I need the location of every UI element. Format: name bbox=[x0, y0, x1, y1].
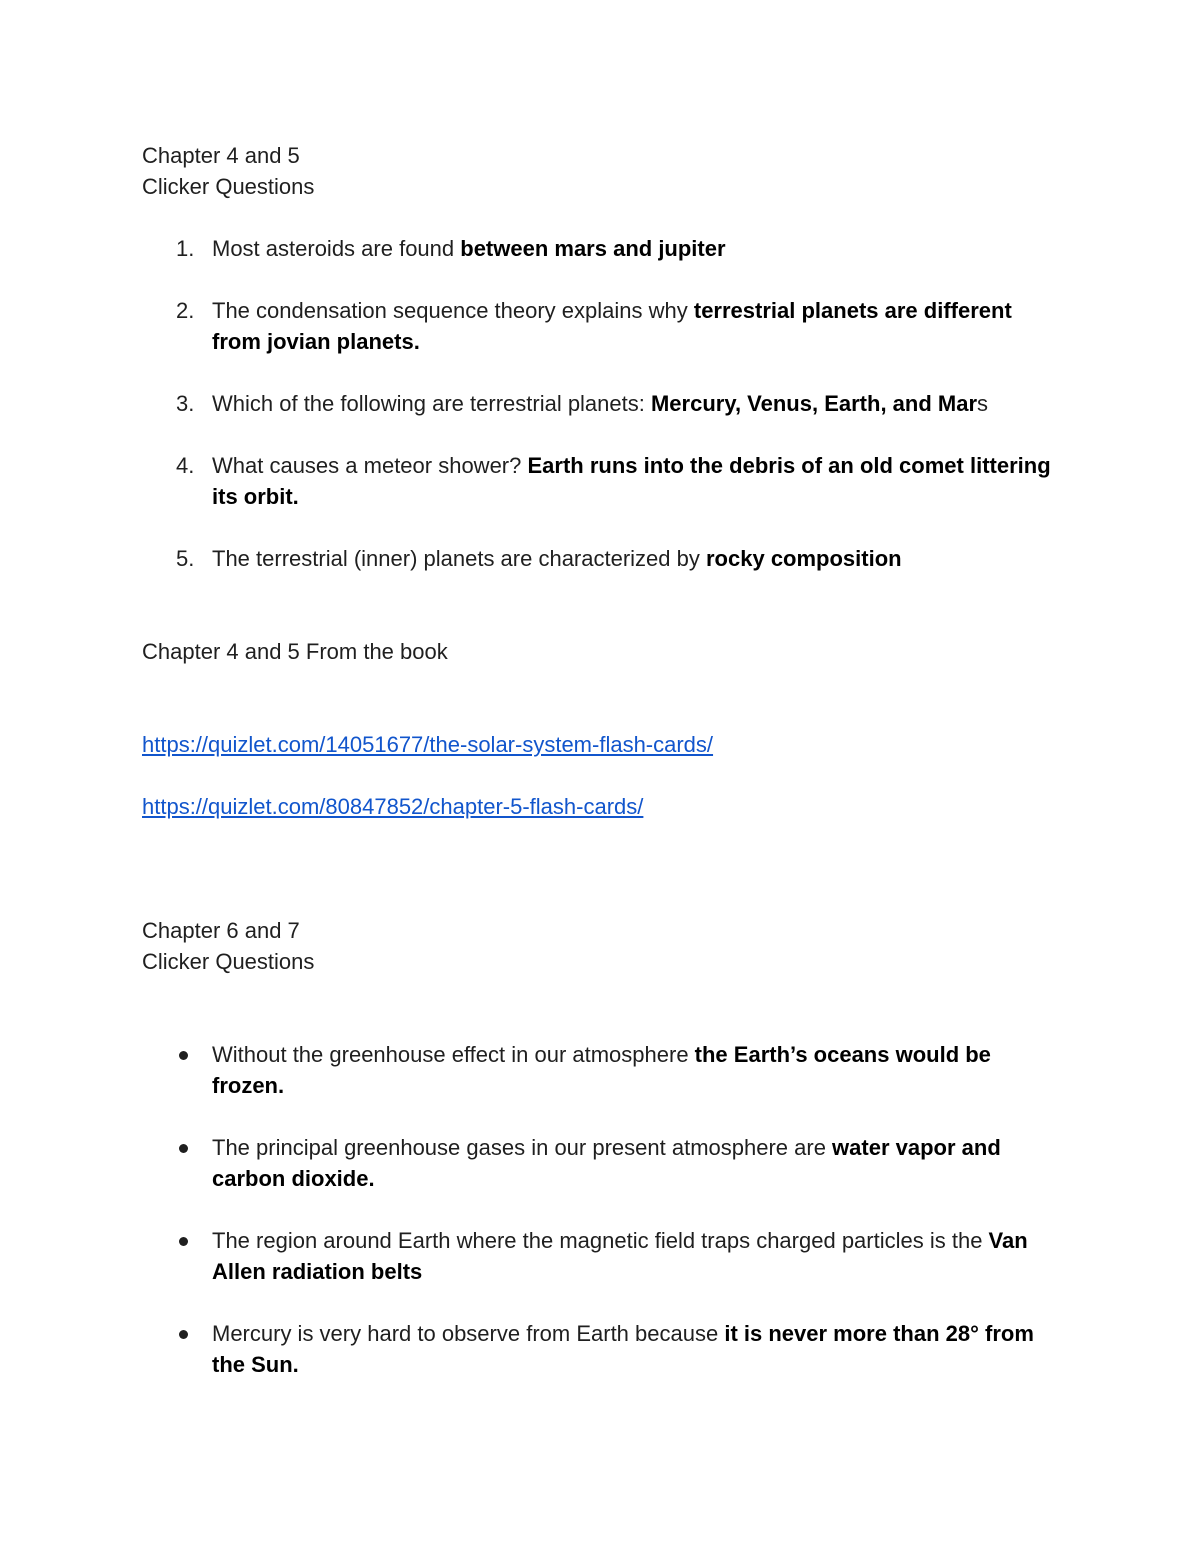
answer-tail: s bbox=[977, 391, 989, 416]
question-text: The region around Earth where the magnetic field traps charged particles is the bbox=[212, 1228, 989, 1253]
question-text: Most asteroids are found bbox=[212, 236, 461, 261]
list-number: 1. bbox=[176, 236, 195, 261]
bullet-icon bbox=[179, 1237, 188, 1246]
clicker-questions-list-1 bbox=[142, 233, 1062, 574]
answer-text: it is never more than 28° from the Sun. bbox=[212, 1321, 1034, 1377]
answer-text: rocky composition bbox=[706, 546, 902, 571]
question-item bbox=[142, 233, 1062, 264]
bullet-item bbox=[142, 1132, 1062, 1194]
question-item bbox=[142, 388, 1062, 419]
bullet-item bbox=[142, 1318, 1062, 1380]
bullet-item bbox=[142, 1039, 1062, 1101]
section-title-ch6-7: Chapter 6 and 7 bbox=[142, 918, 300, 943]
question-item bbox=[142, 450, 1062, 512]
answer-text: Van Allen radiation belts bbox=[212, 1228, 1028, 1284]
document-body bbox=[142, 140, 1062, 1380]
bullet-icon bbox=[179, 1330, 188, 1339]
bullet-icon bbox=[179, 1144, 188, 1153]
list-number: 3. bbox=[176, 391, 195, 416]
section-subtitle-clicker-2: Clicker Questions bbox=[142, 949, 315, 974]
question-text: Mercury is very hard to observe from Earth because bbox=[212, 1321, 725, 1346]
answer-text: Earth runs into the debris of an old comet littering its orbit. bbox=[212, 453, 1051, 509]
section-title-ch4-5: Chapter 4 and 5 bbox=[142, 143, 300, 168]
answer-text: between mars and jupiter bbox=[460, 236, 726, 261]
answer-text: water vapor and carbon dioxide. bbox=[212, 1135, 1001, 1191]
question-text: The condensation sequence theory explains why bbox=[212, 298, 694, 323]
bullet-icon bbox=[179, 1051, 188, 1060]
clicker-questions-list-2 bbox=[142, 1039, 1062, 1380]
question-text: Which of the following are terrestrial planets: bbox=[212, 391, 651, 416]
section-title-from-book: Chapter 4 and 5 From the book bbox=[142, 639, 448, 664]
question-text: What causes a meteor shower? bbox=[212, 453, 528, 478]
quizlet-link-chapter-5[interactable]: https://quizlet.com/80847852/chapter-5-flash-cards/ bbox=[142, 794, 644, 819]
question-text: The terrestrial (inner) planets are characterized by bbox=[212, 546, 706, 571]
question-item bbox=[142, 295, 1062, 357]
list-number: 4. bbox=[176, 453, 195, 478]
answer-text: Mercury, Venus, Earth, and Mar bbox=[650, 391, 978, 416]
section-subtitle-clicker: Clicker Questions bbox=[142, 174, 315, 199]
answer-text: terrestrial planets are different from jovian planets. bbox=[212, 298, 1012, 354]
list-number: 5. bbox=[176, 546, 195, 571]
quizlet-link-solar-system[interactable]: https://quizlet.com/14051677/the-solar-system-flash-cards/ bbox=[142, 732, 714, 757]
answer-text: the Earth’s oceans would be frozen. bbox=[212, 1042, 991, 1098]
bullet-item bbox=[142, 1225, 1062, 1287]
question-item bbox=[142, 543, 1062, 574]
question-text: Without the greenhouse effect in our atmosphere bbox=[212, 1042, 695, 1067]
list-number: 2. bbox=[176, 298, 195, 323]
question-text: The principal greenhouse gases in our present atmosphere are bbox=[212, 1135, 833, 1160]
